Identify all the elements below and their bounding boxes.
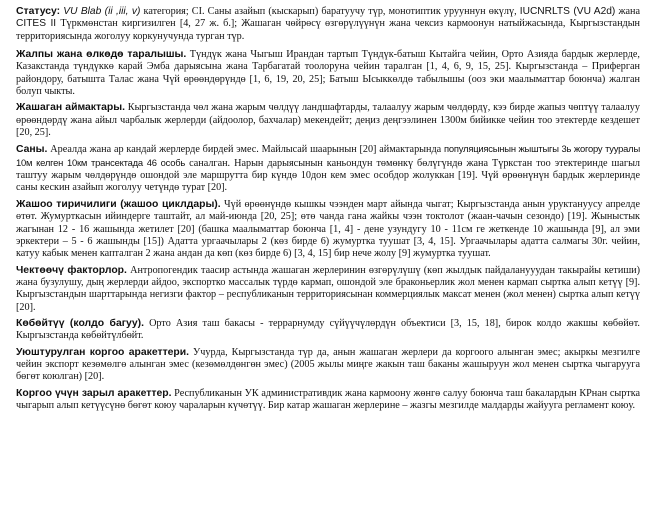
section-8 [16,347,640,384]
section-text: Учурда, Кыргызстанда түр да, анын жашаган жерлери да коргоого алынган эмес; акыркы мезгилге чейин экспорт кезөмөлгө алынган эмес (кезөмөлдөнгөн эмес) (2005 жылы миңге жакын таш баканы жашыруун жол менен сыртка чыгарууга бөгөт коюлган) [20]. [16,346,640,383]
section-text: жана [615,6,640,17]
section-text: Чүй өрөөнүндө кышкы чээнден март айында чыгат; Кыргызстанда анын уруктануусу апрелде өтөт. Жумурткасын ийиндерге таштайт, ал май-июнда [20, 25]; өтө чанда гана жайкы чээн токтолот (жаан-чачын сезондо) [19]. Жыныстык жагынан 12 - 16 жашында жетилет [20] (башка маалыматтар боюнча [1, 4] - дене узундугу 10 - 11см ге жеткенде 10 жашында [9], ал эми эркектери – 5 - 6 жашынды [15]) Адатта ургаачылары 2 (көз бирде 6) жумуртка туушат [3, 4, 15]. Ургаачылары адатта салмагы 30г. чейин, катуу кабык менен капталган 2 жана андан да көп (көз бирде 6) [3, 4, 15] бир нече жолу [9] жумуртка туушат. [16,198,640,260]
section-heading: Уюштурулган коргоо аракеттери. [16,346,190,358]
section-text: Антропогендик таасир астында жашаган жерлеринин өзгөрүлүшү (көп жылдык пайдаланууудан такырайы кетиши) жана бузулушу, дың жерлерди айдоо, экспортко массалык түрдө кармап, ошондой эле браконьерлик жол менен кармап сыртка алып кетүү [9]. Кыргызстандын шарттарында негизги фактор – республиканын территориясынан коммерциялык максат менен (жол менен) сыртка алып кетүү [20]. [16,264,641,313]
section-text: CITES II [16,18,57,30]
section-9 [16,388,640,413]
section-5 [16,199,640,261]
section-text: Ареалда жана ар кандай жерлерде бирдей эмес. Майлысай шаарынын [20] аймактарында [47,144,444,156]
section-heading: Саны. [16,144,48,156]
section-6 [16,265,640,314]
section-text: Кыргызстанда чөл жана жарым чөлдүү ландшафтарды, талаалуу жарым чөлдөрдү, кээ бирде жапыз чөптүү талаалуу өрөөндөрдү жана айыл чарбалык жерлерди (айдоолор, бахчалар) мекендейт; деңиз деңгээлинен 1300м бийикке чейин тоо этектерде кездешет [20, 25]. [16,102,640,139]
section-text: Орто Азия таш бакасы - террарнумду сүйүүчүлөрдүн объектиси [3, 15, 18], бирок колдо жакшы көбөйөт. Кыргызстанда көбөйтүлбөйт. [16,317,640,342]
section-text: Түндүк жана Чыгыш Ирандан тартып Түндүк-батыш Кытайга чейин, Орто Азияда бардык жерлерде, Казакстанда түндүккө карай Эмба дарыясына жана Тарбагатай тоолоруна чейин таралган [1, 4, 6, 9, 15, 25]. Кыргызстанда – Приферган райондору, батышта Талас жана Чүй өрөөндөрүндө [1, 6, 19, 20, 25]; Батыш Ысыккөлдө табылышы (оoз эки маалыматтар боюнча) жалган болуп чыкты. [16,49,640,98]
section-heading: Көбөйтүү (колдо багуу). [16,317,144,329]
section-4 [16,143,640,194]
section-text: IUCNRLTS (VU A2d) [519,6,616,17]
section-3 [16,102,640,139]
section-heading: Жашоо тиричилиги (жашоо циклдары). [16,198,221,210]
section-heading: Жашаган аймактары. [16,102,125,114]
section-text: саналган. Нарын дарыясынын каньондун төмөнкү бөлүгүндө жана Түркстан тоо этектеринде шагыл таштуу жарым чөлдөрүндө ошондой эле маршрутта бир күндө 10дон кем эмес особдор жолуккан [19]. Чүй өрөөнүнүн бардык жерлеринде саны кескин азайып жоголуу четүндө турат [20]. [16,157,641,194]
section-heading: Коргоо үчүн зарыл аракеттер. [16,387,172,399]
section-heading: Статусу: [16,6,61,17]
section-1 [16,6,640,43]
section-text: Түркмөнстан киргизилген [4, 27 ж. б.]; Жашаган чөйрөсү өзгөрүлүүнүн жана чексиз кармоонун натыйжасында, Кыргызстандын территориясында жоголуу коркунучунда турган түр. [16,18,640,42]
section-7 [16,318,640,343]
section-text: VU Blab (ii ,iii, v) [63,6,141,17]
section-text: популяциясынын жыштыгы 3ь жогору тууралы 10м келген 10км трансектада 46 особь [16,143,640,168]
section-heading: Чектөөчү факторлор. [16,264,127,276]
section-text: Республиканын УК административдик жана кармоону жөнгө салуу боюнча таш бакалардын КРнан сыртка чыгарып алып кетүүсүнө бөгөт коюу чараларын күчөтүү. Бир катар жашаган жерлерине – жазгы мезгилде малдарды жайууга регламент коюу. [16,387,641,411]
section-heading: Жалпы жана өлкөдө таралышы. [16,49,187,61]
section-text: категория; CI. Саны азайып (кыскарып) баратуучу түр, монотиптик урууннун өкүлү, [140,6,520,17]
section-2 [16,49,640,98]
